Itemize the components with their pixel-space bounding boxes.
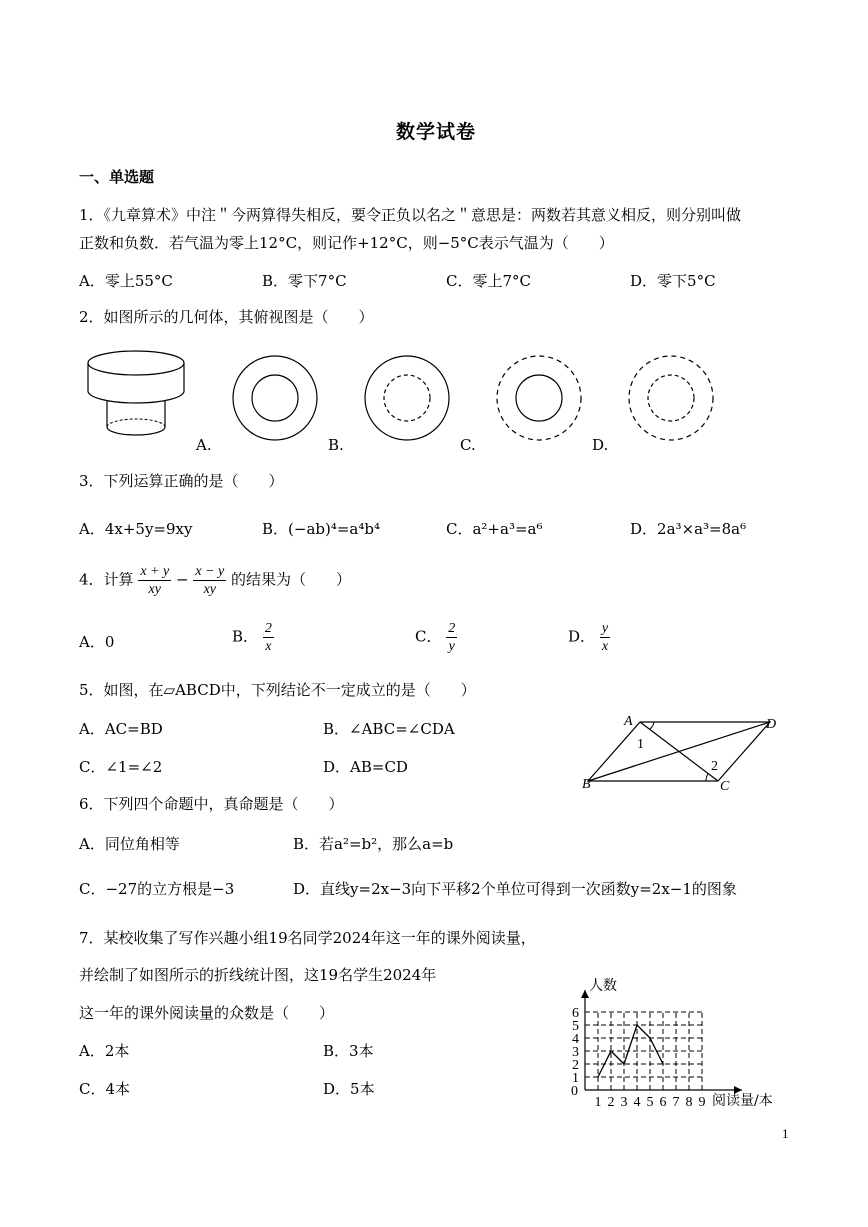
q2-option-d: D. [592,436,609,454]
q3-option-a: A．4x+5y=9xy [79,520,193,538]
q4-fraction-2 [193,563,226,598]
q6-option-a: A．同位角相等 [79,835,180,853]
x-tick-label: 5 [646,1095,654,1110]
q4-option-c-label: C． [415,627,442,646]
page-title: 数学试卷 [396,121,477,143]
vertex-c-label: C [720,779,730,794]
section-heading: 一、单选题 [79,168,155,186]
x-tick-label: 4 [633,1095,641,1110]
vertex-b-label: B [582,777,591,792]
q2-option-b: B. [328,436,344,454]
x-tick-label: 9 [698,1095,706,1110]
q4-option-b-fraction [263,620,274,655]
q4-option-d-fraction [600,620,610,655]
q7-line1: 7．某校收集了写作兴趣小组19名同学2024年这一年的课外阅读量， [79,929,536,947]
data-point [623,1063,625,1065]
y-tick-label: 4 [572,1032,579,1047]
q1-option-a: A．零上55°C [79,272,173,290]
q4-option-a: A．0 [79,633,115,651]
q2-stem: 2．如图所示的几何体，其俯视图是（ ） [79,308,374,326]
q4-stem [79,563,351,598]
q7-option-b: B．3本 [323,1042,374,1060]
q5-parallelogram-figure [580,708,780,794]
y-tick-label: 6 [572,1006,579,1021]
q5-option-b: B．∠ABC=∠CDA [323,720,455,738]
q6-option-d: D．直线y=2x−3向下平移2个单位可得到一次函数y=2x−1的图象 [293,880,737,898]
q4-frac1-den: xy [148,582,161,597]
q2-solid-figure [80,345,192,445]
q4-option-d [568,620,610,655]
q4-c-num: 2 [448,621,456,636]
data-point [597,1076,599,1078]
y-tick-label: 2 [572,1058,579,1073]
data-point [636,1024,638,1026]
q4-option-b-label: B． [232,627,259,646]
x-tick-label: 3 [620,1095,628,1110]
q1-line1: 1．《九章算术》中注＂今两算得失相反，要令正负以名之＂意思是：两数若其意义相反，则分别叫做 [79,206,742,224]
q7-option-d: D．5本 [323,1080,375,1098]
origin-label: 0 [571,1084,578,1099]
q4-d-den: x [601,639,609,654]
q4-stem-pre: 4．计算 [79,570,134,589]
q7-option-c: C．4本 [79,1080,131,1098]
q5-option-a: A．AC=BD [79,720,163,738]
q6-option-b: B．若a²=b²，那么a=b [293,835,454,853]
q2-option-a: A. [196,436,212,454]
x-tick-label: 2 [607,1095,615,1110]
q1-option-b: B．零下7°C [262,272,347,290]
q2-option-b-figure [232,355,318,441]
data-point [610,1050,612,1052]
data-point [662,1063,664,1065]
vertex-d-label: D [766,717,777,732]
data-point [649,1037,651,1039]
x-axis-title: 阅读量/本 [712,1093,773,1109]
q5-stem: 5．如图，在▱ABCD中，下列结论不一定成立的是（ ） [79,681,476,699]
q4-minus: − [175,570,189,589]
q4-option-c [415,620,457,655]
q4-frac2-num: x − y [195,564,225,579]
q4-fraction-1 [138,563,171,598]
q1-option-c: C．零上7°C [446,272,531,290]
q7-option-a: A．2本 [79,1042,130,1060]
q2-option-c: C. [460,436,476,454]
y-tick-label: 5 [572,1019,579,1034]
q5-option-d: D．AB=CD [323,758,408,776]
q4-d-num: y [601,621,609,636]
reading-line-chart [555,972,785,1112]
x-tick-label: 7 [672,1095,680,1110]
q5-option-c: C．∠1=∠2 [79,758,163,776]
q4-b-den: x [265,639,272,654]
q4-frac2-den: xy [203,582,216,597]
q4-option-c-fraction [446,620,457,655]
q6-stem: 6．下列四个命题中，真命题是（ ） [79,795,344,813]
x-tick-label: 8 [685,1095,693,1110]
q3-option-d: D．2a³×a³=8a⁶ [630,520,747,538]
angle-1-label: 1 [637,737,644,752]
q4-frac1-num: x + y [140,564,170,579]
q4-stem-post: 的结果为（ ） [231,570,352,589]
q7-line3: 这一年的课外阅读量的众数是（ ） [79,1004,335,1022]
y-tick-label: 3 [572,1045,579,1060]
vertex-a-label: A [624,714,633,729]
q2-option-d-figure [496,355,582,441]
q1-option-d: D．零下5°C [630,272,716,290]
q3-stem: 3．下列运算正确的是（ ） [79,472,284,490]
q4-option-d-label: D． [568,627,596,646]
y-axis-arrow [581,990,589,998]
y-axis-title: 人数 [589,978,617,994]
q4-b-num: 2 [264,621,272,636]
q3-option-b: B．(−ab)⁴=a⁴b⁴ [262,520,380,538]
q7-line2: 并绘制了如图所示的折线统计图，这19名学生2024年 [79,966,437,984]
q3-option-c: C．a²+a³=a⁶ [446,520,543,538]
x-tick-label: 6 [659,1095,667,1110]
q2-option-d2-figure [628,355,714,441]
q6-option-c: C．−27的立方根是−3 [79,880,235,898]
x-tick-label: 1 [594,1095,602,1110]
page-number: 1 [782,1126,789,1141]
q1-line2: 正数和负数．若气温为零上12°C，则记作+12°C，则−5°C表示气温为（ ） [79,234,614,252]
q4-c-den: y [448,639,455,654]
q4-option-b [232,620,274,655]
angle-2-label: 2 [711,759,718,774]
q2-option-c-figure [364,355,450,441]
y-tick-label: 1 [572,1071,579,1086]
